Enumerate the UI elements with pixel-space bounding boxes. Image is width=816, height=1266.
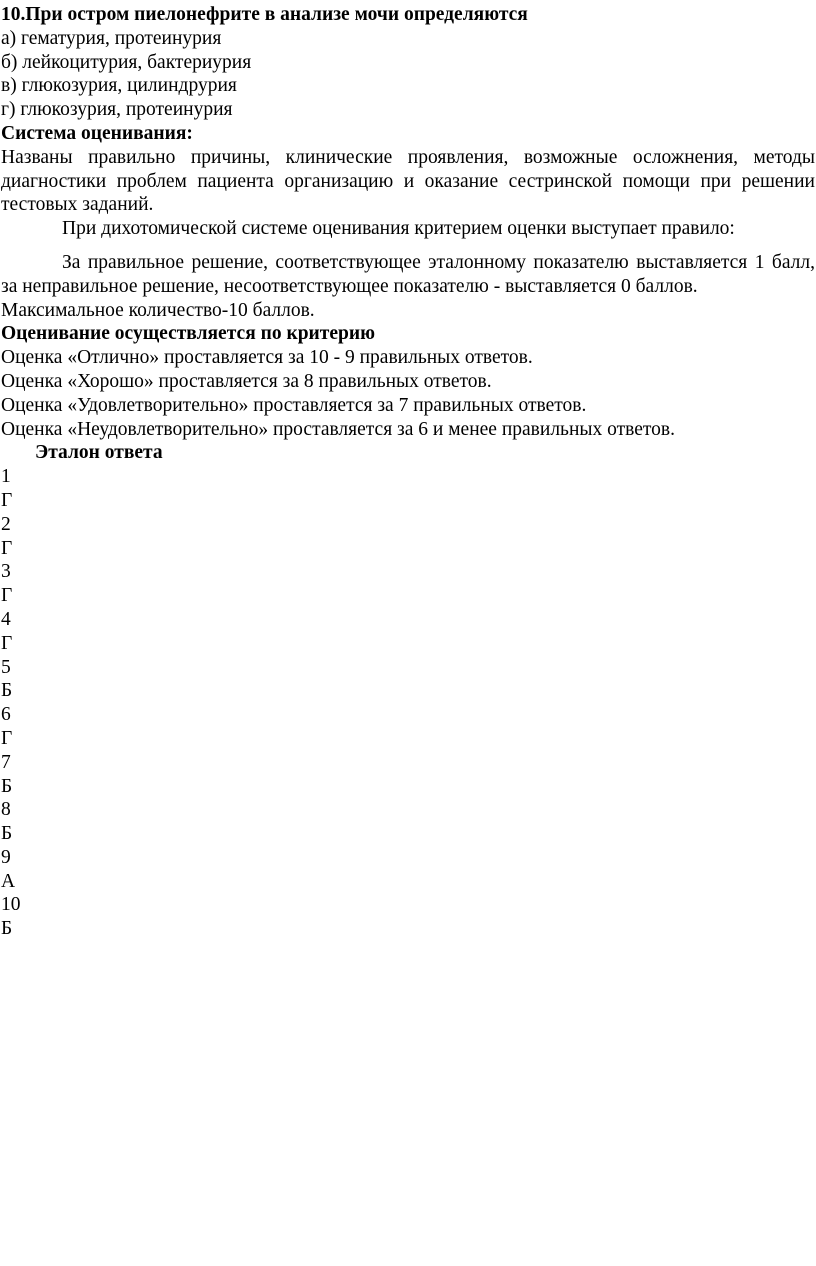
criterion-unsatisfactory: Оценка «Неудовлетворительно» проставляется за 6 и менее правильных ответов. [1, 418, 675, 440]
answer-key-letter: Г [1, 585, 13, 607]
answer-key-number: 4 [1, 608, 11, 630]
answer-key-number: 10 [1, 894, 21, 916]
answer-key-number: 1 [1, 466, 11, 488]
answer-key-letter: Г [1, 727, 13, 749]
answer-key-letter: А [1, 870, 16, 892]
criterion-good: Оценка «Хорошо» проставляется за 8 правильных ответов. [1, 370, 492, 392]
answer-key-letter: Б [1, 775, 13, 797]
criterion-satisfactory: Оценка «Удовлетворительно» проставляется за 7 правильных ответов. [1, 394, 587, 416]
answer-option-a: а) гематурия, протеинурия [1, 27, 222, 49]
grading-system [1, 122, 815, 441]
answer-key-list [1, 465, 815, 941]
answer-option-c: в) глюкозурия, цилиндрурия [1, 75, 237, 97]
test-question [1, 3, 815, 122]
answer-key-letter: Г [1, 489, 13, 511]
answer-key-letter: Г [1, 632, 13, 654]
answer-key [1, 441, 815, 941]
answer-option-b: б) лейкоцитурия, бактериурия [1, 51, 252, 73]
document-page [1, 3, 815, 941]
answer-key-number: 3 [1, 561, 11, 583]
answer-key-number: 8 [1, 799, 11, 821]
grading-heading: Система оценивания: [1, 122, 193, 144]
grading-rule-text: За правильное решение, соответствующее эталонному показателю выставляется 1 балл, за неправильное решение, несоответствующее показателю - выставляется 0 баллов. [1, 251, 815, 297]
answer-key-heading: Эталон ответа [35, 442, 163, 464]
answer-key-number: 6 [1, 704, 11, 726]
answer-key-number: 7 [1, 751, 11, 773]
answer-option-d: г) глюкозурия, протеинурия [1, 99, 233, 121]
answer-key-number: 5 [1, 656, 11, 678]
answer-key-number: 2 [1, 513, 11, 535]
grading-summary: Названы правильно причины, клинические проявления, возможные осложнения, методы диагностики проблем пациента организацию и оказание сестринской помощи при решении тестовых заданий. [1, 146, 815, 216]
answer-key-letter: Б [1, 918, 13, 940]
answer-key-letter: Б [1, 680, 13, 702]
criteria-heading: Оценивание осуществляется по критерию [1, 323, 376, 345]
criterion-excellent: Оценка «Отлично» проставляется за 10 - 9 правильных ответов. [1, 347, 533, 369]
grading-rule-intro: При дихотомической системе оценивания критерием оценки выступает правило: [62, 218, 735, 240]
grading-max-score: Максимальное количество-10 баллов. [1, 299, 315, 321]
answer-key-number: 9 [1, 846, 11, 868]
question-title: 10.При остром пиелонефрите в анализе мочи определяются [1, 4, 528, 25]
answer-key-letter: Г [1, 537, 13, 559]
answer-key-letter: Б [1, 823, 13, 845]
